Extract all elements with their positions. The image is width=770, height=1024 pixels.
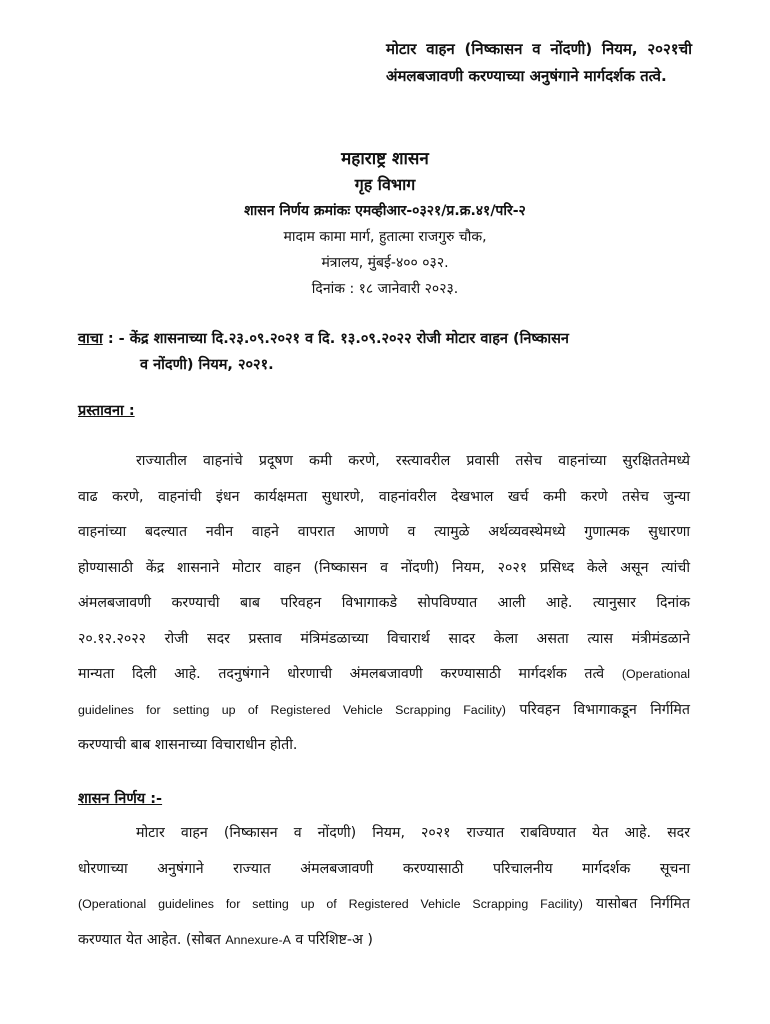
issue-date: दिनांक : १८ जानेवारी २०२३. (311, 281, 459, 297)
read-label: वाचा (78, 331, 103, 347)
reference-read (78, 326, 698, 378)
decision-paragraph (78, 816, 690, 958)
preamble-line-8: guidelines for setting up of Registered Vehicle Scrapping Facility) परिवहन विभागाकडून निर्गमित (78, 701, 690, 718)
subject-heading: मोटार वाहन (निष्कासन व नोंदणी) नियम, २०२१ची अंमलबजावणी करण्याच्या अनुषंगाने मार्गदर्शक तत्वे. (386, 40, 692, 85)
read-text-line-1: : - केंद्र शासनाच्या दि.२३.०९.२०२१ व दि. १३.०९.२०२२ रोजी मोटार वाहन (निष्कासन (102, 331, 569, 347)
gr-number: शासन निर्णय क्रमांकः एमव्हीआर-०३२१/प्र.क्र.४१/परि-२ (244, 203, 526, 219)
preamble-line: होण्यासाठी केंद्र शासनाने मोटार वाहन (निष्कासन व नोंदणी) नियम, २०२१ प्रसिध्द केले असून त्यांची (78, 559, 690, 576)
preamble-line-9: करण्याची बाब शासनाच्या विचाराधीन होती. (78, 737, 298, 753)
preamble-line: वाढ करणे, वाहनांची इंधन कार्यक्षमता सुधारणे, वाहनांवरील देखभाल खर्च कमी करणे तसेच जुन्या (78, 488, 690, 505)
preamble-line: वाहनांच्या बदल्यात नवीन वाहने वापरात आणणे व त्यामुळे अर्थव्यवस्थेमध्ये गुणात्मक सुधारणा (78, 524, 690, 540)
department-name: गृह विभाग (354, 175, 416, 194)
preamble-line: २०.१२.२०२२ रोजी सदर प्रस्ताव मंत्रिमंडळाच्या विचारार्थ सादर केला असता त्यास मंत्रीमंडळाने (78, 630, 690, 647)
read-text-line-2: व नोंदणी) नियम, २०२१. (140, 357, 274, 373)
preamble-heading: प्रस्तावना : (78, 403, 135, 419)
decision-line-1: मोटार वाहन (निष्कासन व नोंदणी) नियम, २०२१ राज्यात राबविण्यात येत आहे. सदर (136, 825, 690, 841)
letterhead (150, 146, 620, 302)
address-line-1: मादाम कामा मार्ग, हुतात्मा राजगुरु चौक, (283, 229, 487, 245)
preamble-paragraph (78, 444, 690, 764)
decision-line-4: करण्यात येत आहेत. (सोबत Annexure-A व परिशिष्ट-अ ) (78, 931, 373, 948)
preamble-line: अंमलबजावणी करण्याची बाब परिवहन विभागाकडे सोपविण्यात आली आहे. त्यानुसार दिनांक (78, 595, 690, 611)
decision-heading: शासन निर्णय :- (78, 791, 163, 807)
preamble-line-7: मान्यता दिली आहे. तदनुषंगाने धोरणाची अंमलबजावणी करण्यासाठी मार्गदर्शक तत्वे (Operational (78, 666, 690, 682)
decision-line-2: धोरणाच्या अनुषंगाने राज्यात अंमलबजावणी करण्यासाठी परिचालनीय मार्गदर्शक सूचना (78, 860, 690, 877)
preamble-line: राज्यातील वाहनांचे प्रदूषण कमी करणे, रस्त्यावरील प्रवासी तसेच वाहनांच्या सुरक्षिततेमध्ये (136, 453, 690, 469)
decision-line-3: (Operational guidelines for setting up of Registered Vehicle Scrapping Facility) यासोबत निर्गमित (78, 896, 690, 912)
address-line-2: मंत्रालय, मुंबई-४०० ०३२. (321, 255, 449, 271)
government-name: महाराष्ट्र शासन (341, 149, 429, 169)
